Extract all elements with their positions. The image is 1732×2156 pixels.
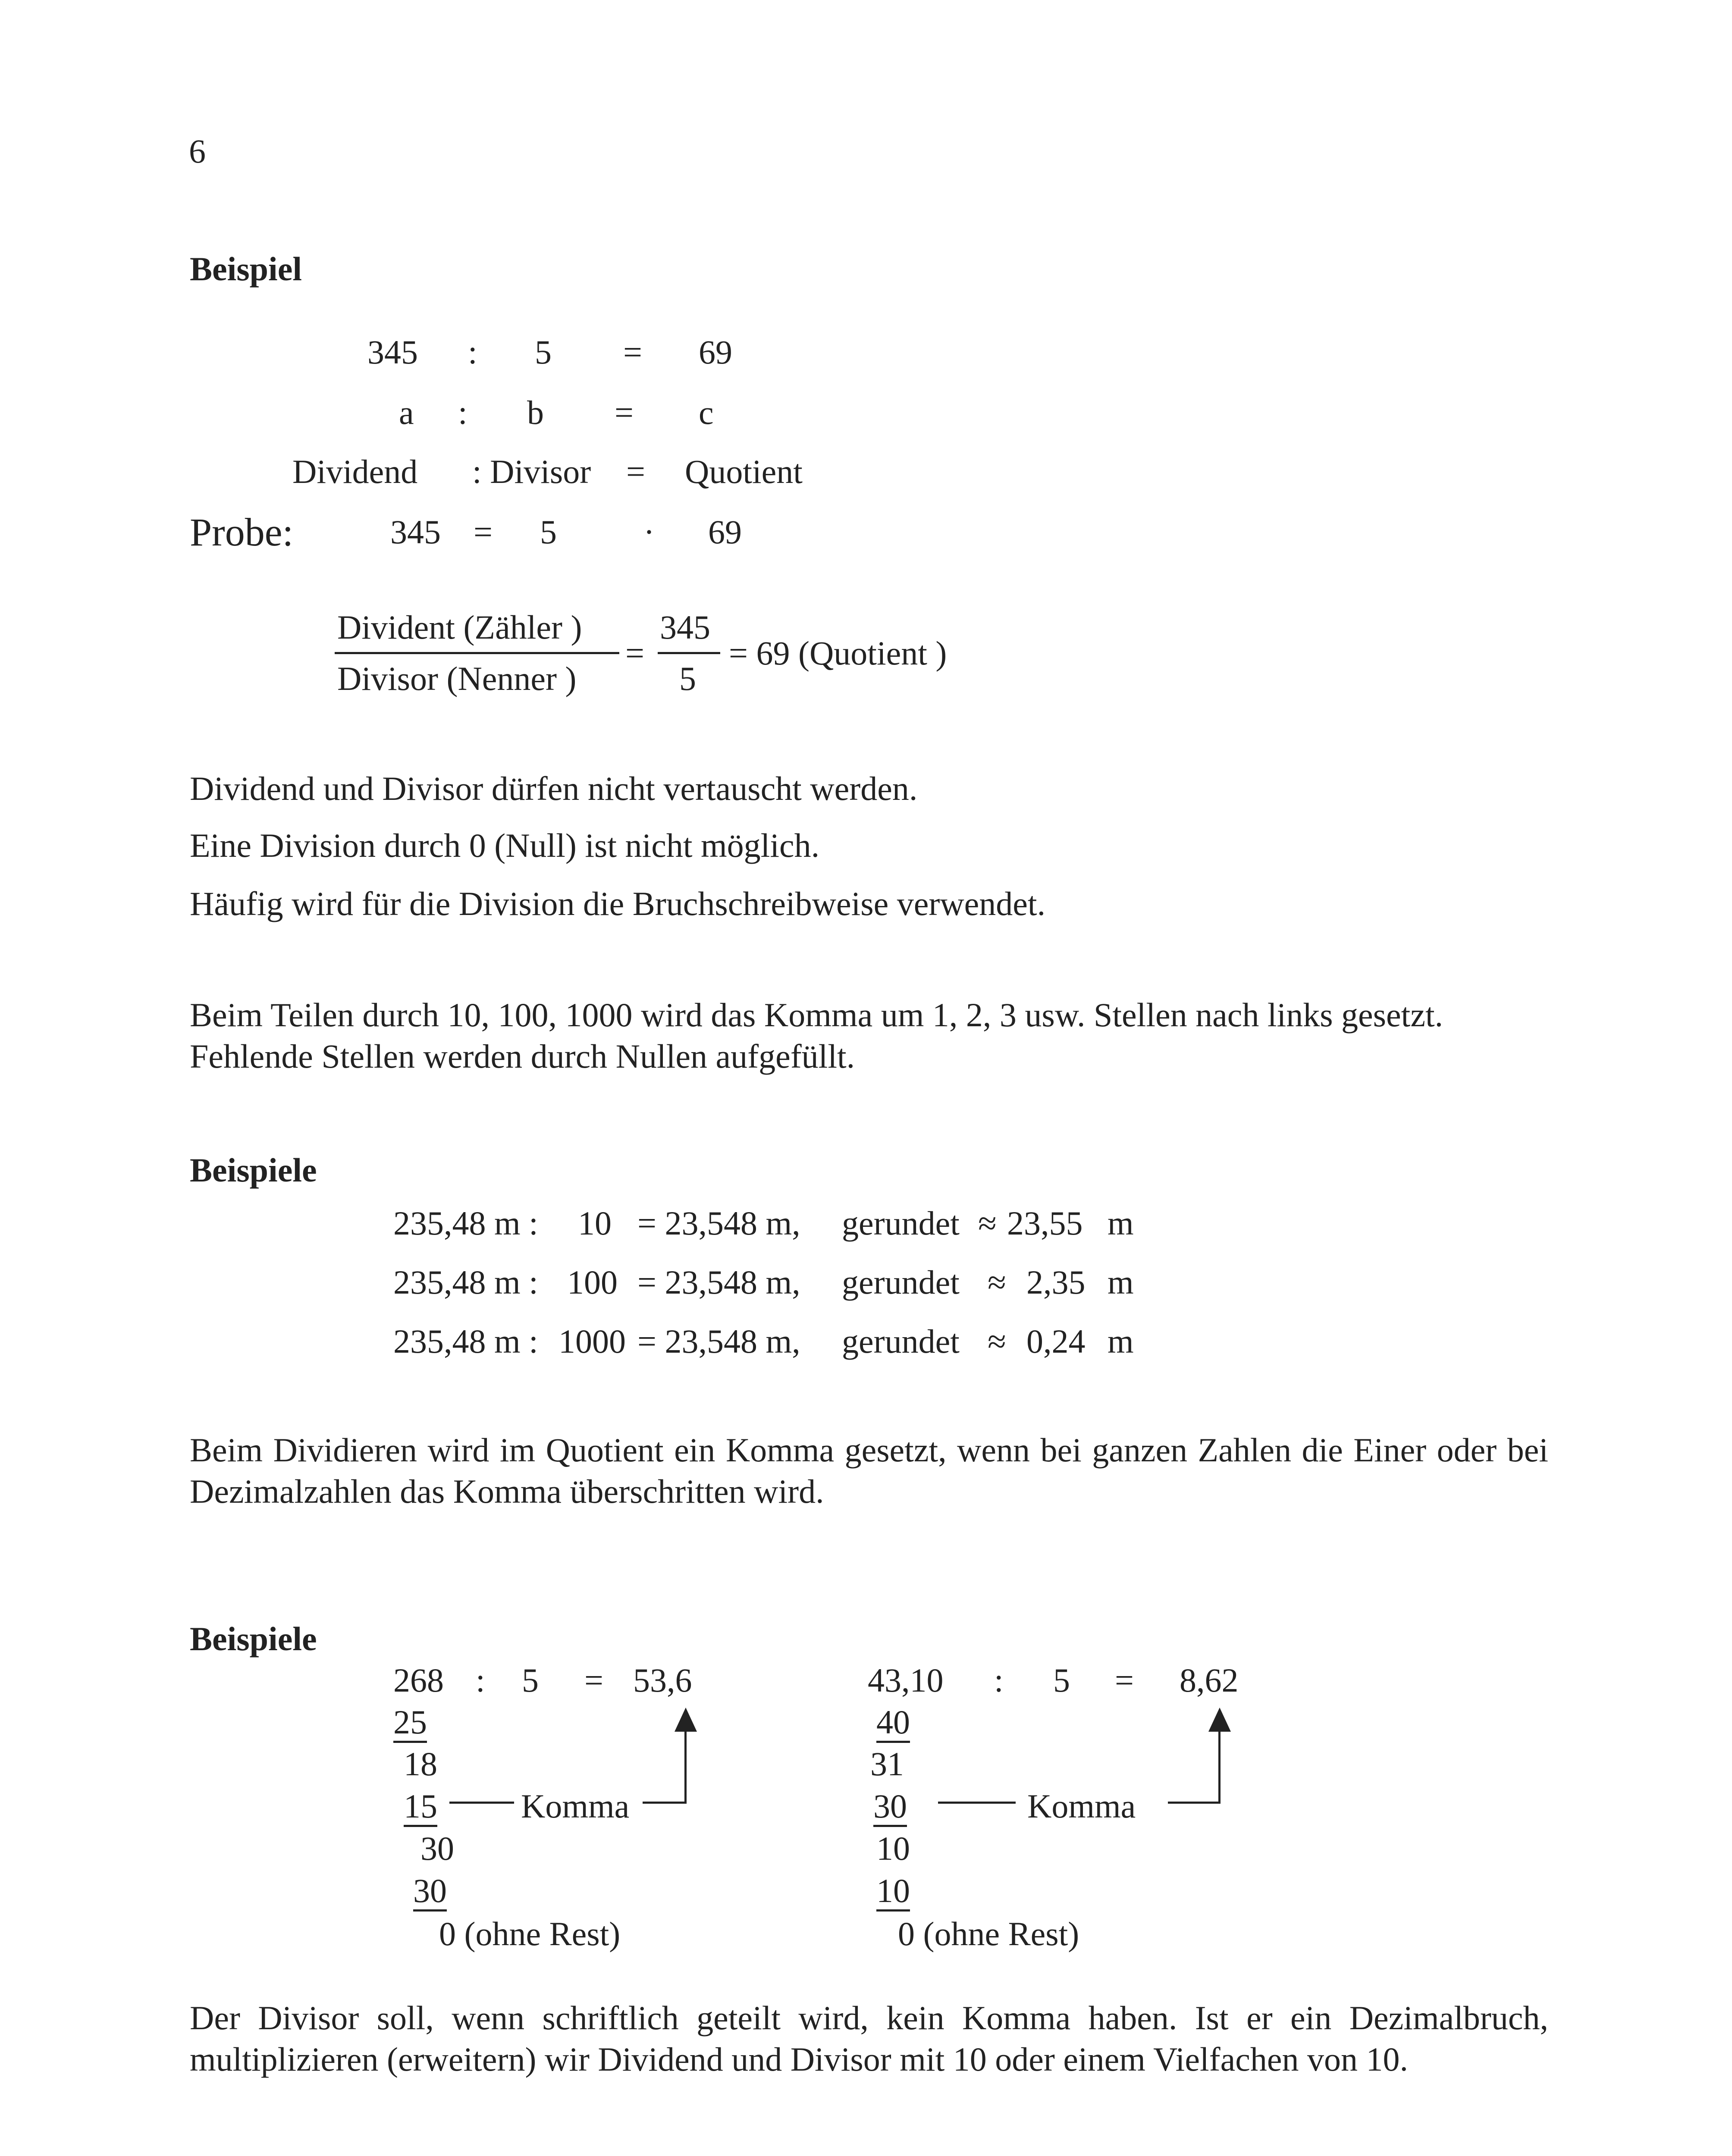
ld-right-step: 10 [876, 1874, 910, 1912]
ld-right-step: 31 [870, 1745, 904, 1783]
ld-left-quotient: 53,6 [633, 1661, 692, 1699]
probe-dividend: 345 [390, 513, 441, 551]
example-lhs: 235,48 m : [393, 1263, 538, 1301]
eq1-quotient: 69 [699, 333, 732, 371]
eq3-divisor: : Divisor [472, 453, 591, 490]
ld-right-komma-line [938, 1802, 1016, 1804]
fraction-denominator-right: 5 [679, 660, 696, 697]
ld-left-step: 25 [393, 1705, 427, 1743]
probe-divisor: 5 [540, 513, 557, 551]
example-result: = 23,548 m, [637, 1322, 800, 1360]
ld-right-step: 40 [876, 1705, 910, 1743]
eq3-equals: = [626, 453, 645, 490]
fraction-numerator-right: 345 [660, 608, 710, 646]
ld-right-dividend: 43,10 [868, 1661, 944, 1699]
ld-right-colon: : [994, 1661, 1004, 1699]
probe-label: Probe: [190, 510, 294, 554]
heading-beispiele-komma: Beispiele [190, 1151, 317, 1189]
arrow-up-icon [1208, 1708, 1231, 1732]
example-divisor: 10 [578, 1204, 612, 1242]
ld-left-dividend: 268 [393, 1661, 444, 1699]
example-gerundet: gerundet [842, 1322, 960, 1360]
probe-equals: = [474, 513, 493, 551]
para-teilen-line1: Beim Teilen durch 10, 100, 1000 wird das Komma um 1, 2, 3 usw. Stellen nach links gesetzt. [190, 996, 1443, 1034]
eq1-dividend: 345 [367, 333, 418, 371]
eq2-colon: : [458, 394, 468, 431]
example-unit: m [1108, 1204, 1134, 1242]
ld-left-colon: : [476, 1661, 485, 1699]
example-gerundet: gerundet [842, 1263, 960, 1301]
arrow-up-icon [675, 1708, 697, 1732]
example-unit: m [1108, 1263, 1134, 1301]
approx-icon: ≈ [988, 1263, 1006, 1301]
eq1-equals: = [623, 333, 642, 371]
example-divisor: 1000 [559, 1322, 626, 1360]
probe-quotient: 69 [708, 513, 742, 551]
para-division-null: Eine Division durch 0 (Null) ist nicht möglich. [190, 827, 820, 864]
para-bruchschreibweise: Häufig wird für die Division die Bruchschreibweise verwendet. [190, 885, 1046, 922]
ld-left-arrow-shaft [684, 1731, 687, 1804]
example-rounded: 2,35 [1026, 1263, 1086, 1301]
page-number: 6 [189, 132, 206, 170]
example-rounded: 23,55 [1007, 1204, 1083, 1242]
eq2-a: a [399, 394, 414, 431]
ld-left-komma-line [449, 1802, 514, 1804]
eq1-divisor: 5 [535, 333, 552, 371]
example-rounded: 0,24 [1026, 1322, 1086, 1360]
eq3-dividend: Dividend [292, 453, 418, 490]
ld-left-step: 15 [404, 1789, 437, 1827]
ld-right-remainder: 0 (ohne Rest) [898, 1915, 1079, 1952]
example-lhs: 235,48 m : [393, 1204, 538, 1242]
ld-left-remainder: 0 (ohne Rest) [439, 1915, 621, 1952]
para-vertauscht: Dividend und Divisor dürfen nicht vertauscht werden. [190, 770, 918, 807]
ld-left-komma-label: Komma [521, 1787, 630, 1825]
ld-right-arrow-shaft [1218, 1731, 1221, 1804]
ld-left-step: 18 [404, 1745, 437, 1783]
ld-right-komma-label: Komma [1027, 1787, 1136, 1825]
ld-left-equals: = [584, 1661, 603, 1699]
eq1-colon: : [468, 333, 477, 371]
ld-right-step: 10 [876, 1830, 910, 1867]
eq2-equals: = [615, 394, 634, 431]
fraction-equals: = [625, 634, 644, 672]
ld-right-step: 30 [873, 1789, 907, 1827]
fraction-result: = 69 (Quotient ) [729, 634, 947, 672]
eq2-c: c [699, 394, 714, 431]
approx-icon: ≈ [978, 1204, 997, 1242]
ld-left-step: 30 [420, 1830, 454, 1867]
ld-right-arrow-base [1168, 1802, 1221, 1804]
ld-left-arrow-base [643, 1802, 687, 1804]
example-gerundet: gerundet [842, 1204, 960, 1242]
ld-right-equals: = [1115, 1661, 1134, 1699]
ld-left-step: 30 [413, 1874, 447, 1912]
probe-dot: · [643, 513, 655, 551]
para-dividieren: Beim Dividieren wird im Quotient ein Komma gesetzt, wenn bei ganzen Zahlen die Einer oder bei Dezimalzahlen das Komma überschritten wird. [190, 1431, 1548, 1510]
example-lhs: 235,48 m : [393, 1322, 538, 1360]
example-unit: m [1108, 1322, 1134, 1360]
heading-beispiel: Beispiel [190, 250, 302, 288]
fraction-denominator-left: Divisor (Nenner ) [337, 660, 577, 697]
example-result: = 23,548 m, [637, 1204, 800, 1242]
heading-beispiele-division: Beispiele [190, 1620, 317, 1658]
eq3-quotient: Quotient [685, 453, 803, 490]
eq2-b: b [527, 394, 544, 431]
fraction-bar-left [335, 652, 619, 654]
approx-icon: ≈ [988, 1322, 1006, 1360]
ld-right-quotient: 8,62 [1180, 1661, 1239, 1699]
example-divisor: 100 [567, 1263, 618, 1301]
ld-left-divisor: 5 [522, 1661, 539, 1699]
para-divisor-komma: Der Divisor soll, wenn schriftlich geteilt wird, kein Komma haben. Ist er ein Dezimalbruch, multiplizieren (erweitern) wir Dividend und Divisor mit 10 oder einem Vielfachen von 10. [190, 1999, 1548, 2078]
example-result: = 23,548 m, [637, 1263, 800, 1301]
fraction-numerator-left: Divident (Zähler ) [337, 608, 582, 646]
fraction-bar-right [658, 652, 720, 654]
ld-right-divisor: 5 [1053, 1661, 1070, 1699]
para-teilen-line2: Fehlende Stellen werden durch Nullen aufgefüllt. [190, 1037, 855, 1075]
